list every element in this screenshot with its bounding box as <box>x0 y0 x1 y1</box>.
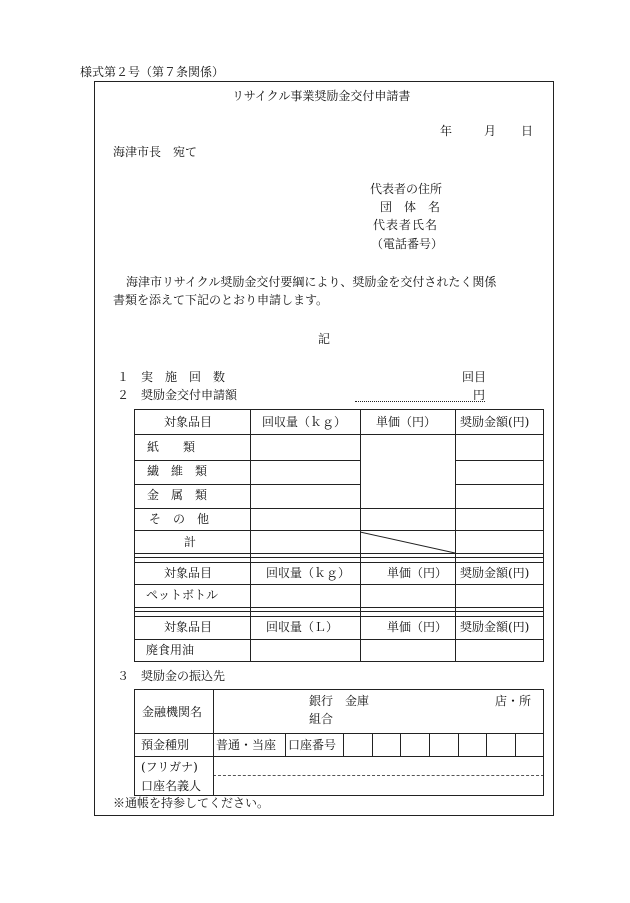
t3-header-bottom <box>134 639 544 640</box>
t1-row-line-1b <box>455 460 544 461</box>
t1-row-line-4 <box>134 530 544 531</box>
t1-row-textile: 繊 維 類 <box>147 464 208 478</box>
t1-header-bottom <box>134 434 544 435</box>
t1-row-line-2b <box>455 484 544 485</box>
ki-heading: 記 <box>318 332 331 346</box>
item2-unit: 円 <box>473 388 486 402</box>
t3-row-cooking-oil: 廃食用油 <box>146 643 195 657</box>
t2-header-item: 対象品目 <box>164 566 213 580</box>
form-label: 様式第２号（第７条関係） <box>80 65 225 79</box>
bank-row-line-2 <box>134 756 544 757</box>
t2-bottom-border <box>134 607 544 608</box>
t1-bottom-border <box>134 553 544 554</box>
item1-unit: 回目 <box>462 370 487 384</box>
t1-row-line-3 <box>134 508 544 509</box>
bank-right-border <box>543 689 544 796</box>
t2-header-unit-price: 単価（円） <box>387 566 448 580</box>
t1-header-reward: 奨励金額(円) <box>460 415 530 429</box>
item3-number: ３ <box>117 669 130 683</box>
tables-right-border <box>543 409 544 662</box>
form-title: リサイクル事業奨励金交付申請書 <box>232 89 411 103</box>
t1-row-paper: 紙 類 <box>147 440 196 454</box>
digit-box-line-1 <box>372 733 373 756</box>
t1-row-total: 計 <box>184 535 197 549</box>
t3-header-amount: 回収量（Ｌ） <box>266 620 339 634</box>
t2-row-pet-bottle: ペットボトル <box>146 588 219 602</box>
item1-label: 実 施 回 数 <box>141 370 226 384</box>
applicant-org-label: 団 体 名 <box>380 200 441 214</box>
amount-underline <box>355 401 485 402</box>
body-text-line1: 海津市リサイクル奨励金交付要綱により、奨励金を交付されたく関係 <box>126 275 497 289</box>
tables-left-border <box>134 409 135 662</box>
t1-header-unit-price: 単価（円） <box>376 415 437 429</box>
t2-header-bottom <box>134 584 544 585</box>
t1-row-other: そ の 他 <box>149 512 210 526</box>
digit-box-line-2 <box>400 733 401 756</box>
bank-branch-label: 店・所 <box>495 694 532 708</box>
t1-header-item: 対象品目 <box>164 415 213 429</box>
addressee: 海津市長 宛て <box>113 145 198 159</box>
bank-institution-label: 金融機関名 <box>142 705 203 719</box>
t3-header-unit-price: 単価（円） <box>387 620 448 634</box>
applicant-phone-label: （電話番号） <box>371 237 444 251</box>
item1-number: １ <box>117 370 130 384</box>
bank-row-line-1 <box>134 733 544 734</box>
bank-left-border <box>134 689 135 796</box>
t1-top-border <box>134 409 544 410</box>
bank-top-border <box>134 689 544 690</box>
t2-bottom-border-double <box>134 611 544 612</box>
date-day: 日 <box>521 124 534 138</box>
t3-bottom-border <box>134 661 544 662</box>
t2-top-border <box>134 562 544 563</box>
item2-label: 奨励金交付申請額 <box>141 388 238 402</box>
date-year: 年 <box>440 124 453 138</box>
furigana-dashed-line <box>213 775 544 776</box>
digit-box-line-4 <box>458 733 459 756</box>
item3-label: 奨励金の振込先 <box>141 669 226 683</box>
bank-types-line1: 銀行 金庫 <box>309 694 370 708</box>
t1-header-amount: 回収量（ｋｇ） <box>262 415 347 429</box>
t2-header-reward: 奨励金額(円) <box>460 566 530 580</box>
date-month: 月 <box>484 124 497 138</box>
t3-header-item: 対象品目 <box>164 620 213 634</box>
applicant-name-label: 代表者氏名 <box>373 218 439 232</box>
digit-box-line-5 <box>486 733 487 756</box>
account-number-label: 口座番号 <box>288 738 337 752</box>
applicant-address-label: 代表者の住所 <box>370 182 443 196</box>
item2-number: ２ <box>117 388 130 402</box>
deposit-options: 普通・当座 <box>216 738 277 752</box>
bank-types-line2: 組合 <box>309 712 334 726</box>
body-text-line2: 書類を添えて下記のとおり申請します。 <box>113 293 329 307</box>
account-divider <box>343 733 344 756</box>
furigana-label: (フリガナ) <box>141 760 198 774</box>
bank-label-divider <box>213 689 214 796</box>
deposit-type-label: 預金種別 <box>141 738 190 752</box>
digit-box-line-3 <box>429 733 430 756</box>
account-holder-label: 口座名義人 <box>141 779 202 793</box>
t1-row-line-2a <box>134 484 361 485</box>
total-unit-price-slash <box>360 530 456 554</box>
t3-top-border <box>134 616 544 617</box>
t1-row-line-1a <box>134 460 361 461</box>
tables-divider-1 <box>250 409 251 662</box>
t1-row-metal: 金 属 類 <box>147 488 208 502</box>
t3-header-reward: 奨励金額(円) <box>460 620 530 634</box>
digit-box-line-6 <box>515 733 516 756</box>
passbook-note: ※通帳を持参してください。 <box>113 796 270 810</box>
t1-bottom-border-double <box>134 557 544 558</box>
t2-header-amount: 回収量（ｋｇ） <box>266 566 351 580</box>
deposit-divider <box>285 733 286 756</box>
